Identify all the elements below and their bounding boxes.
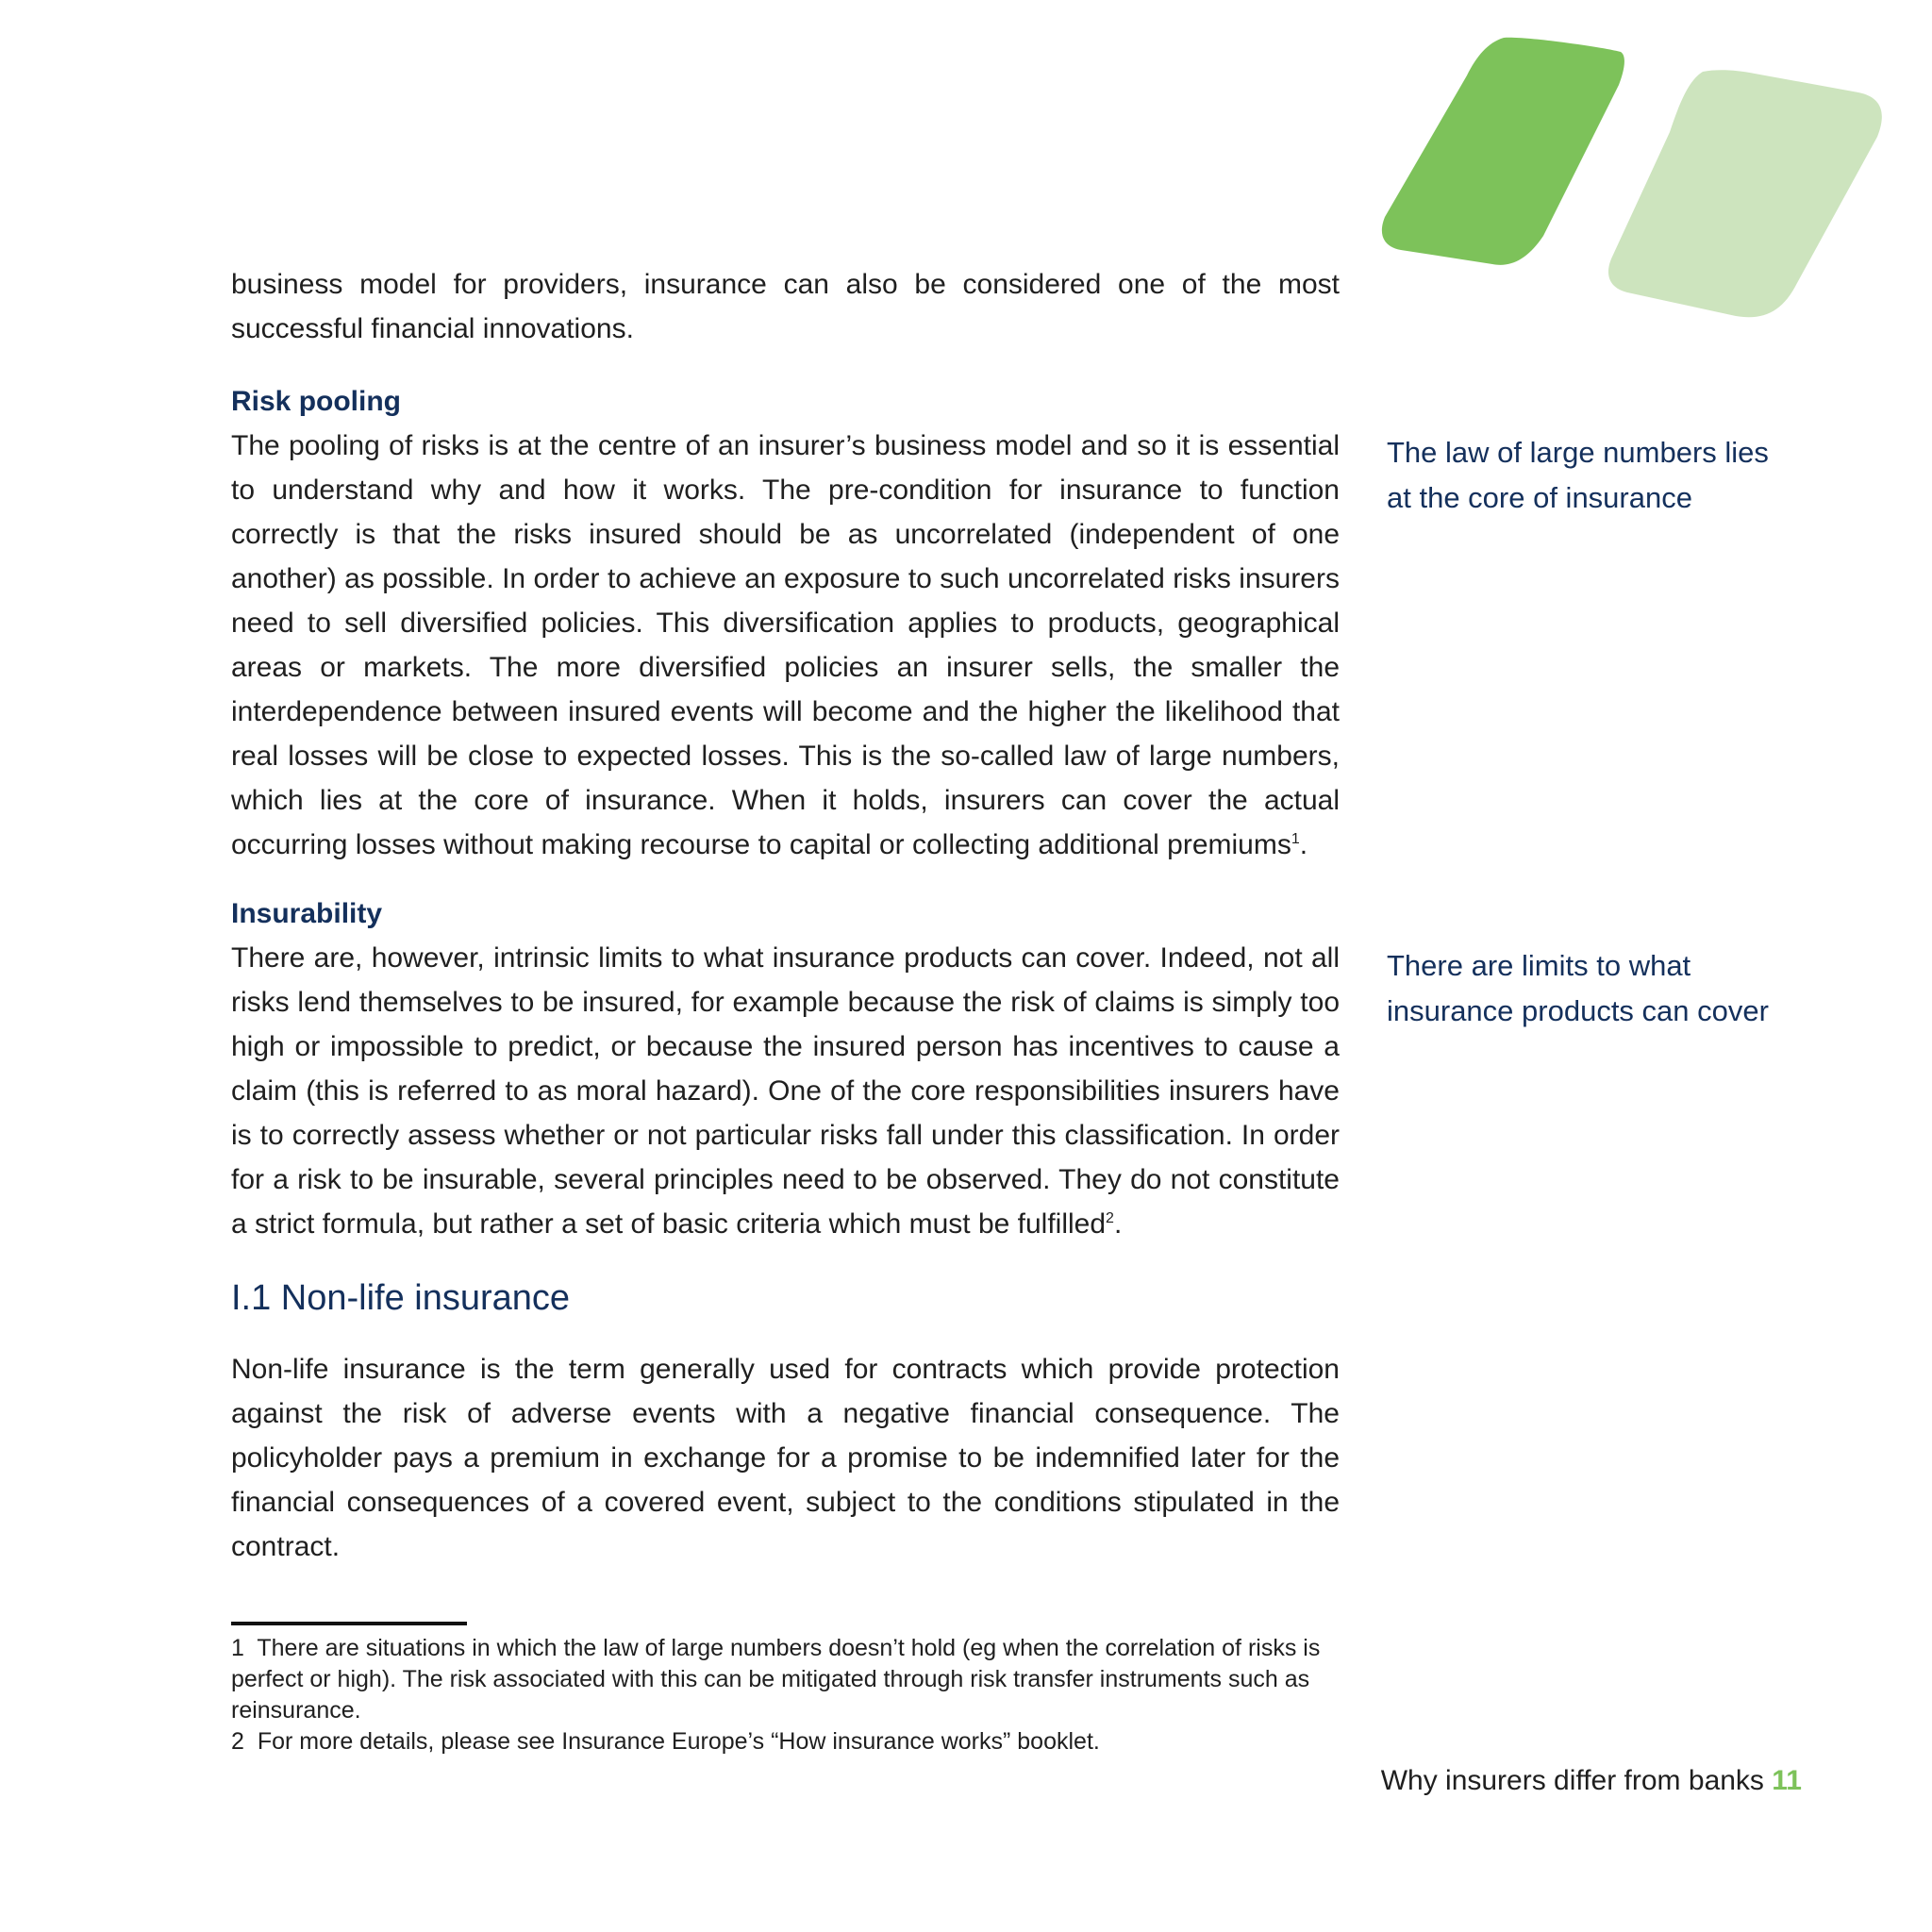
insurability-heading: Insurability (231, 898, 383, 929)
risk-pooling-heading: Risk pooling (231, 386, 401, 417)
light-green-leaf-shape (1608, 70, 1882, 317)
non-life-section-title: I.1 Non-life insurance (231, 1278, 571, 1318)
page-footer (1381, 1762, 1802, 1800)
footnote-ref-1: 1 (1291, 831, 1300, 847)
footnote-ref-2: 2 (1106, 1210, 1114, 1226)
footnote-text: There are situations in which the law of large numbers doesn’t hold (eg when the correlation of risks is perfect or high). The risk associated with this can be mitigated through risk transfer instruments such as reinsurance. (231, 1635, 1321, 1724)
side-note-line: at the core of insurance (1387, 481, 1692, 514)
footnote-divider (231, 1622, 467, 1625)
side-note-law-of-large-numbers (1387, 430, 1830, 521)
footer-title: Why insurers differ from banks (1380, 1765, 1764, 1796)
risk-pooling-paragraph (231, 424, 1340, 867)
side-note-line: The law of large numbers lies (1387, 436, 1769, 469)
side-note-insurability-limits (1387, 943, 1830, 1034)
footnote-1 (231, 1633, 1340, 1726)
risk-pooling-text: The pooling of risks is at the centre of an insurer’s business model and so it is essential to understand why and how it works. The pre-condition for insurance to function correctly is that the risks insured should be as uncorrelated (independent of one another) as possible. In order to achieve an exposure to such uncorrelated risks insurers need to sell diversified policies. This diversification applies to products, geographical areas or markets. The more diversified policies an insurer sells, the smaller the interdependence between insured events will become and the higher the likelihood that real losses will be close to expected losses. This is the so-called law of large numbers, which lies at the core of insurance. When it holds, insurers can cover the actual occurring losses without making recourse to capital or collecting additional premiums (231, 430, 1340, 860)
intro-paragraph: business model for providers, insurance can also be considered one of the most successful financial innovations. (231, 269, 1340, 344)
insurability-paragraph (231, 936, 1340, 1246)
footnotes (231, 1633, 1340, 1757)
non-life-paragraph: Non-life insurance is the term generally used for contracts which provide protection against the risk of adverse events with a negative financial consequence. The policyholder pays a premium in exchange for a promise to be indemnified later for the financial consequences of a covered event, subject to the conditions stipulated in the contract. (231, 1354, 1340, 1562)
side-note-line: There are limits to what (1387, 949, 1691, 982)
footnote-2 (231, 1726, 1340, 1757)
footnote-number: 1 (231, 1635, 244, 1661)
footnote-text: For more details, please see Insurance Europe’s “How insurance works” booklet. (257, 1728, 1100, 1755)
main-column (231, 262, 1340, 1757)
insurability-end: . (1113, 1208, 1123, 1240)
footnote-number: 2 (231, 1728, 244, 1755)
green-leaf-shape (1382, 38, 1624, 265)
side-note-line: insurance products can cover (1387, 994, 1769, 1027)
page-number: 11 (1772, 1765, 1802, 1796)
risk-pooling-end: . (1299, 829, 1308, 860)
insurability-text: There are, however, intrinsic limits to what insurance products can cover. Indeed, not all risks lend themselves to be insured, for example because the risk of claims is simply too high or impossible to predict, or because the insured person has incentives to cause a claim (this is referred to as moral hazard). One of the core responsibilities insurers have is to correctly assess whether or not particular risks fall under this classification. In order for a risk to be insurable, several principles need to be observed. They do not constitute a strict formula, but rather a set of basic criteria which must be fulfilled (231, 942, 1340, 1240)
